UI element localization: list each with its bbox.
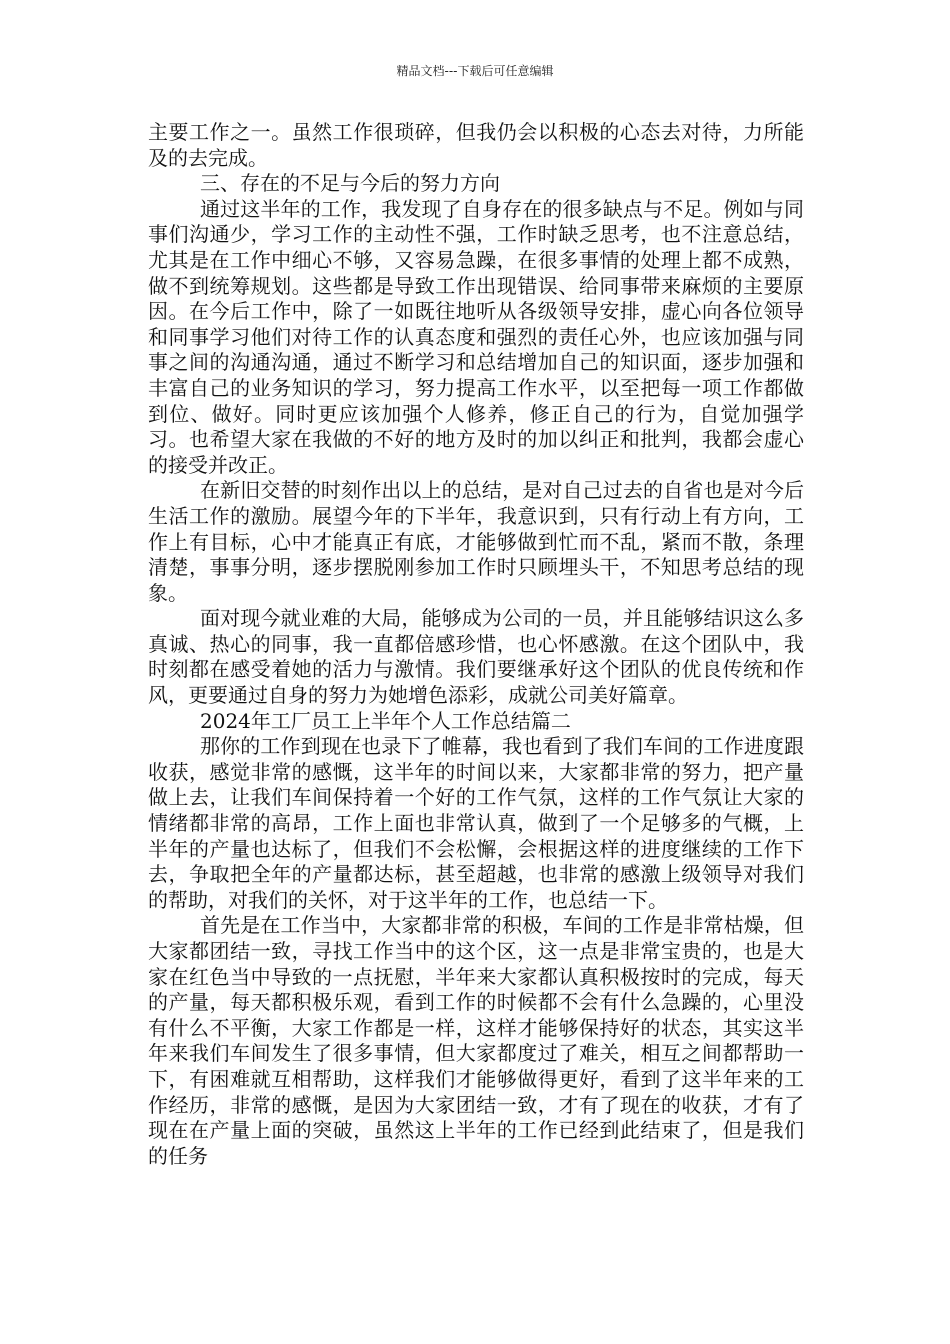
page-header: 精品文档---下载后可任意编辑	[396, 64, 554, 78]
article-title: 2024年工厂员工上半年个人工作总结篇二	[200, 708, 571, 733]
section-heading: 三、存在的不足与今后的努力方向	[200, 171, 500, 196]
document-body	[148, 120, 804, 1169]
paragraph: 那你的工作到现在也录下了帷幕，我也看到了我们车间的工作进度跟收获，感觉非常的感慨，这半年的时间以来，大家都非常的努力，把产量做上去，让我们车间保持着一个好的工作气氛，这样的工作气氛让大家的情绪都非常的高昂，工作上面也非常认真，做到了一个足够多的气概，上半年的产量也达标了，但我们不会松懈，会根据这样的进度继续的工作下去，争取把全年的产量都达标，甚至超越，也非常的感激上级领导对我们的帮助，对我们的关怀，对于这半年的工作，也总结一下。	[148, 734, 804, 912]
paragraph: 面对现今就业难的大局，能够成为公司的一员，并且能够结识这么多真诚、热心的同事，我一直都倍感珍惜，也心怀感激。在这个团队中，我时刻都在感受着她的活力与激情。我们要继承好这个团队的优良传统和作风，更要通过自身的努力为她增色添彩，成就公司美好篇章。	[148, 606, 804, 708]
paragraph: 主要工作之一。虽然工作很琐碎，但我仍会以积极的心态去对待，力所能及的去完成。	[148, 120, 804, 170]
paragraph: 首先是在工作当中，大家都非常的积极，车间的工作是非常枯燥，但大家都团结一致，寻找工作当中的这个区，这一点是非常宝贵的，也是大家在红色当中导致的一点抚慰，半年来大家都认真积极按时的完成，每天的产量，每天都积极乐观，看到工作的时候都不会有什么急躁的，心里没有什么不平衡，大家工作都是一样，这样才能够保持好的状态，其实这半年来我们车间发生了很多事情，但大家都度过了难关，相互之间都帮助一下，有困难就互相帮助，这样我们才能够做得更好，看到了这半年来的工作经历，非常的感慨，是因为大家团结一致，才有了现在的收获，才有了现在在产量上面的突破，虽然这上半年的工作已经到此结束了，但是我们的任务	[148, 913, 804, 1168]
paragraph: 通过这半年的工作，我发现了自身存在的很多缺点与不足。例如与同事们沟通少，学习工作的主动性不强，工作时缺乏思考，也不注意总结，尤其是在工作中细心不够，又容易急躁，在很多事情的处理上都不成熟，做不到统筹规划。这些都是导致工作出现错误、给同事带来麻烦的主要原因。在今后工作中，除了一如既往地听从各级领导安排，虚心向各位领导和同事学习他们对待工作的认真态度和强烈的责任心外，也应该加强与同事之间的沟通沟通，通过不断学习和总结增加自己的知识面，逐步加强和丰富自己的业务知识的学习，努力提高工作水平，以至把每一项工作都做到位、做好。同时更应该加强个人修养，修正自己的行为，自觉加强学习。也希望大家在我做的不好的地方及时的加以纠正和批判，我都会虚心的接受并改正。	[148, 196, 804, 477]
paragraph: 在新旧交替的时刻作出以上的总结，是对自己过去的自省也是对今后生活工作的激励。展望今年的下半年，我意识到，只有行动上有方向，工作上有目标，心中才能真正有底，才能够做到忙而不乱，紧而不散，条理清楚，事事分明，逐步摆脱刚参加工作时只顾埋头干，不知思考总结的现象。	[148, 478, 804, 605]
